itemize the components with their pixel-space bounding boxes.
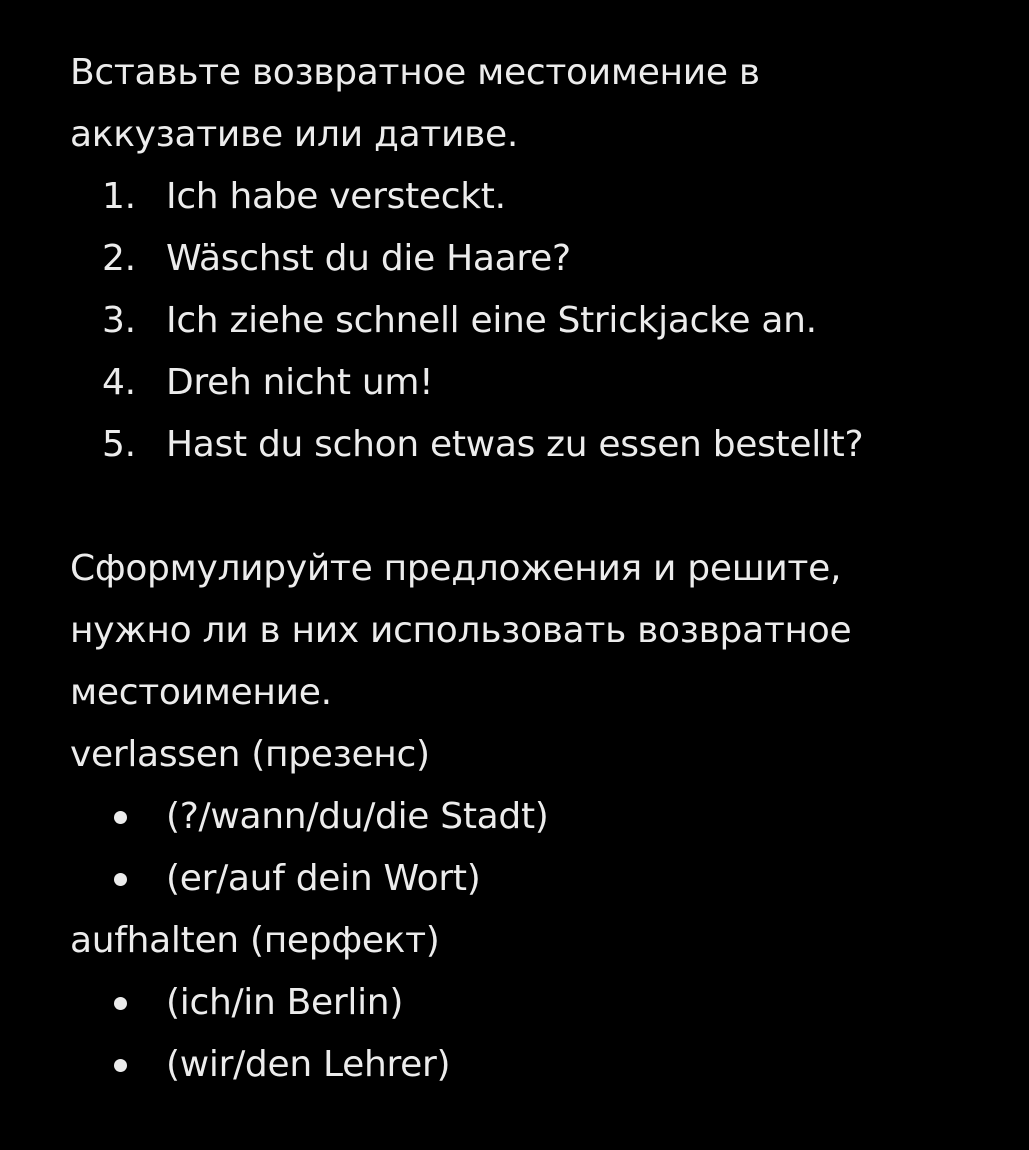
task-2-heading [70, 538, 1010, 724]
task-2-heading-line-3: местоимение. [70, 672, 332, 713]
item-text: (er/auf dein Wort) [166, 858, 481, 899]
item-number: 5. [102, 424, 136, 465]
item-number: 4. [102, 362, 136, 403]
bullet-icon [114, 811, 127, 824]
list-item [70, 786, 1010, 848]
verb-heading-aufhalten: aufhalten (перфект) [70, 920, 440, 961]
aufhalten-list [70, 972, 1010, 1096]
verlassen-list [70, 786, 1010, 910]
list-item [70, 166, 1010, 228]
paragraph-gap [70, 476, 1010, 538]
list-item [70, 228, 1010, 290]
bullet-icon [114, 1059, 127, 1072]
item-text: Dreh nicht um! [166, 362, 434, 403]
item-text: Ich habe versteckt. [166, 176, 506, 217]
item-number: 2. [102, 238, 136, 279]
task-2-heading-line-1: Сформулируйте предложения и решите, [70, 548, 842, 589]
task-1-heading-line-1: Вставьте возвратное местоимение в [70, 52, 760, 93]
task-2-heading-line-2: нужно ли в них использовать возвратное [70, 610, 852, 651]
item-text: Ich ziehe schnell eine Strickjacke an. [166, 300, 817, 341]
list-item [70, 972, 1010, 1034]
item-text: (wir/den Lehrer) [166, 1044, 451, 1085]
task-1-heading [70, 42, 1010, 166]
bullet-icon [114, 997, 127, 1010]
task-1-heading-line-2: аккузативе или дативе. [70, 114, 519, 155]
item-text: Hast du schon etwas zu essen bestellt? [166, 424, 864, 465]
item-text: (?/wann/du/die Stadt) [166, 796, 549, 837]
note-content [70, 42, 1010, 1096]
list-item [70, 414, 1010, 476]
item-text: (ich/in Berlin) [166, 982, 404, 1023]
list-item [70, 848, 1010, 910]
list-item [70, 352, 1010, 414]
item-text: Wäschst du die Haare? [166, 238, 571, 279]
item-number: 3. [102, 300, 136, 341]
exercise-1-list [70, 166, 1010, 476]
list-item [70, 1034, 1010, 1096]
list-item [70, 290, 1010, 352]
bullet-icon [114, 873, 127, 886]
verb-heading-verlassen: verlassen (презенс) [70, 734, 430, 775]
item-number: 1. [102, 176, 136, 217]
